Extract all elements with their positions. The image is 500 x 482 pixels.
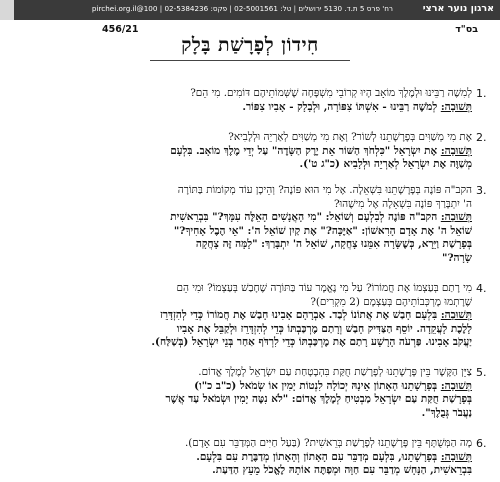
answer-text: לְמֹשֶׁה רַבֵּינוּ - אִשְׁתּוֹ צִפּוֹרָה, וּלְבָלָק - אָבִיו צִפּוֹר. [242,100,438,113]
answer-text-line [18,323,472,337]
question-item [18,87,488,114]
answer-text: בְּפָרָשָׁתֵנוּ הָאָתוֹן אֵינָהּ יְכוֹלָה לִנְטוֹת יָמִין אוֹ שְׂמֹאל (כ"ב כ"ו) [194,379,438,392]
answer-text-line [18,238,472,252]
question-text-line: מָה הַמְּשֻׁתָּף בֵּין פָּרָשָׁתֵנוּ לְפָרָשַׁת בְּרֵאשִׁית? (בַּעַל חַיִּים הַמְּדַבֵּר עִם אָדָם). [184,437,472,449]
question-number: 3. [476,184,487,197]
question-item [18,366,488,420]
question-body [18,131,472,172]
question-body [18,437,472,478]
question-text-line: צַיֵּן הַקֶּשֶׁר בֵּין פָּרָשָׁתֵנוּ לְפָרָשַׁת חֻקַּת בִּהְבָטָחַת עַם יִשְׂרָאֵל לְמֶלֶךְ אֱדוֹם. [198,366,472,378]
question-number: 5. [476,366,487,379]
question-text-line: שֶׁרָתְמוּ מֶרְכְּבוֹתֵיהֶם בְּעַצְמָם (2 מִקְרִים)? [310,295,472,308]
question-text-line: ה' יִתְבָּרַךְ פּוֹנֶה בִּשְׁאֵלָה אֶל מִישֶׁהוּ? [333,197,472,210]
header-corner [0,0,14,20]
question-text-line: לְמִשֶׁה רַבֵּינוּ וּלְמֶלֶךְ מוֹאָב הָיוּ קְרוֹבֵי מִשְׁפָּחָה שֶׁשְּׁמוֹתֵיהֶם דּוֹמִים. מִי הֵם? [190,87,472,99]
answer-text: בְּפָרָשָׁתֵנוּ, בִּלְעָם מְדַבֵּר עִם הָאָתוֹן וְהָאָתוֹן מְדַבֶּרֶת עִם בִּלְעָם. [196,450,438,463]
question-text-line: מִי רָתַם בְּעַצְמוֹ אֶת חֲמוֹרוֹ? עַל מִי נֶאֱמָר עוֹד בַּתּוֹרָה שֶׁחָבַשׁ בְּעַצְמוֹ? וּמִי הֵם [176,282,472,294]
answer-text-line [18,211,472,225]
answer-text: שָׂרָה?" [442,251,472,264]
question-number: 6. [476,437,487,450]
question-text-line: אֶת מִי מְשַׁוִּים בְּפָרָשָׁתֵנוּ לְשׁוֹר? וְאֶת מִי מְשַׁוִּים לְאַרְיֵה וּלְלָבִיא? [228,131,472,143]
answer-text: בְּפָרָשַׁת חֻקַּת עַם יִשְׂרָאֵל מַבְטִיחַ לְמֶלֶךְ אֱדוֹם: "לֹא נִטֶּה יָמִין וּשְׂמֹאל עַד אֲשֶׁר [165,393,472,405]
besd-mark: בס"ד [455,24,478,35]
question-text-line: הקב"ה פּוֹנֶה בְּפָרָשָׁתֵנוּ בִּשְׁאֵלָה. אֶל מִי הוּא פּוֹנֶה? וְהֵיכָן עוֹד מְקוֹמוֹת בַּתּוֹרָה [177,184,472,196]
answer-label: תְּשׁוּבָה: [440,211,472,223]
answer-text: בִּבְרֵאשִׁית, הַנָּחָשׁ מְדַבֵּר עִם חַוָּה וּמְפַתֶּה אוֹתָהּ לֶאֱכֹל מֵעֵץ הַדַּעַת. [212,464,472,476]
answer-label: תְּשׁוּבָה: [440,100,472,113]
question-body [18,184,472,265]
answer-text: אֶת יִשְׂרָאֵל "כִּלְחֹךְ הַשּׁוֹר אֵת יֶרֶק הַשָּׂדֶה" עַל יְדֵי מֶלֶךְ מוֹאָב. בִּלְעָם [170,144,438,157]
organization-name: ארגון נוער ארצי [422,3,494,14]
answer-text: מְשַׁוֶּה אֶת יִשְׂרָאֵל לְאַרְיֵה וּלְלָבִיא (כ"ג ט'). [299,158,472,170]
answer-text-line [18,101,472,115]
answer-text: בִּלְעָם חָבַשׁ אֶת אֲתוֹנוֹ לְבַד. אַבְרָהָם אָבִינוּ חָבַשׁ אֶת חֲמוֹרוֹ כְּדֵי לְהִזְדָּרֵז [159,309,438,321]
contact-info: רח' פרס 5 ת.ד. 5130 ירושלים | טל: 02-5001561 | פקס: 02-5384236 | 100@pirchei.org.il [91,4,393,13]
title-underline [150,60,350,61]
question-body [18,282,472,350]
answer-label: תְּשׁוּבָה: [440,450,472,463]
answer-text-line [18,464,472,478]
question-item [18,282,488,350]
question-number: 4. [476,282,487,295]
answer-text: יַעֲקֹב אָבִינוּ. פַּרְעֹה הָרָשָׁע רָתַם אֶת מֶרְכַּבְתּוֹ כְּדֵי לִרְדֹּף אַחַר בְּנֵי יִשְׂרָאֵל (בְּשַׁלַּח). [151,336,472,348]
question-body [18,87,472,114]
answer-text: שׁוֹאֵל ה' אֶת אָדָם הָרִאשׁוֹן: "אַיֶּכָּה?" אֶת קַיִן שׁוֹאֵל ה': "אֵי הֶבֶל אָחִיךָ?" [173,224,472,237]
answer-text-line [18,225,472,239]
answer-text-line [18,309,472,323]
sheet-number: 456/21 [102,24,139,35]
answer-text: לָלֶכֶת לָעֲקֵדָה. יוֹסֵף הַצַּדִּיק חָבַשׁ וְרָתַם מֶרְכַּבְתּוֹ כְּדֵי לְהִזְדָּרֵז וּלְקַבֵּל אֶת אָבִיו [176,322,472,335]
answer-label: תְּשׁוּבָה: [440,309,472,321]
question-item [18,131,488,172]
question-item [18,437,488,478]
answer-label: תְּשׁוּבָה: [440,144,472,157]
answer-text-line [18,252,472,266]
header-band [0,0,500,20]
question-body [18,366,472,420]
answer-text-line [18,380,472,394]
answer-label: תְּשׁוּבָה: [440,379,472,392]
answer-text-line [18,451,472,465]
answer-text-line [18,158,472,172]
answer-text-line [18,407,472,421]
answer-text: בְּפָרָשַׁת וַיֵּרָא, כְּשֶׁשָּׂרָה אִמֵּנוּ צָחֲקָה, שׁוֹאֵל ה' יִתְבָּרַךְ: "לָמָּה זֶּה צָחֲקָה [195,238,472,250]
answer-text-line [18,336,472,350]
quiz-title: חִידוֹן לְפָרָשַׁת בָּלָק [181,34,319,56]
answer-text-line [18,393,472,407]
answer-text: נַעֲבֹר גְּבֻלֶךָ". [421,406,472,419]
question-item [18,184,488,265]
question-number: 2. [476,131,487,144]
answer-text-line [18,145,472,159]
answer-text: הקב"ה פּוֹנֶה לְבִלְעָם וְשׁוֹאֵל: "מִי הָאֲנָשִׁים הָאֵלֶּה עִמָּךְ?" בִּבְרֵאשִׁית [170,211,438,223]
question-number: 1. [476,87,487,100]
